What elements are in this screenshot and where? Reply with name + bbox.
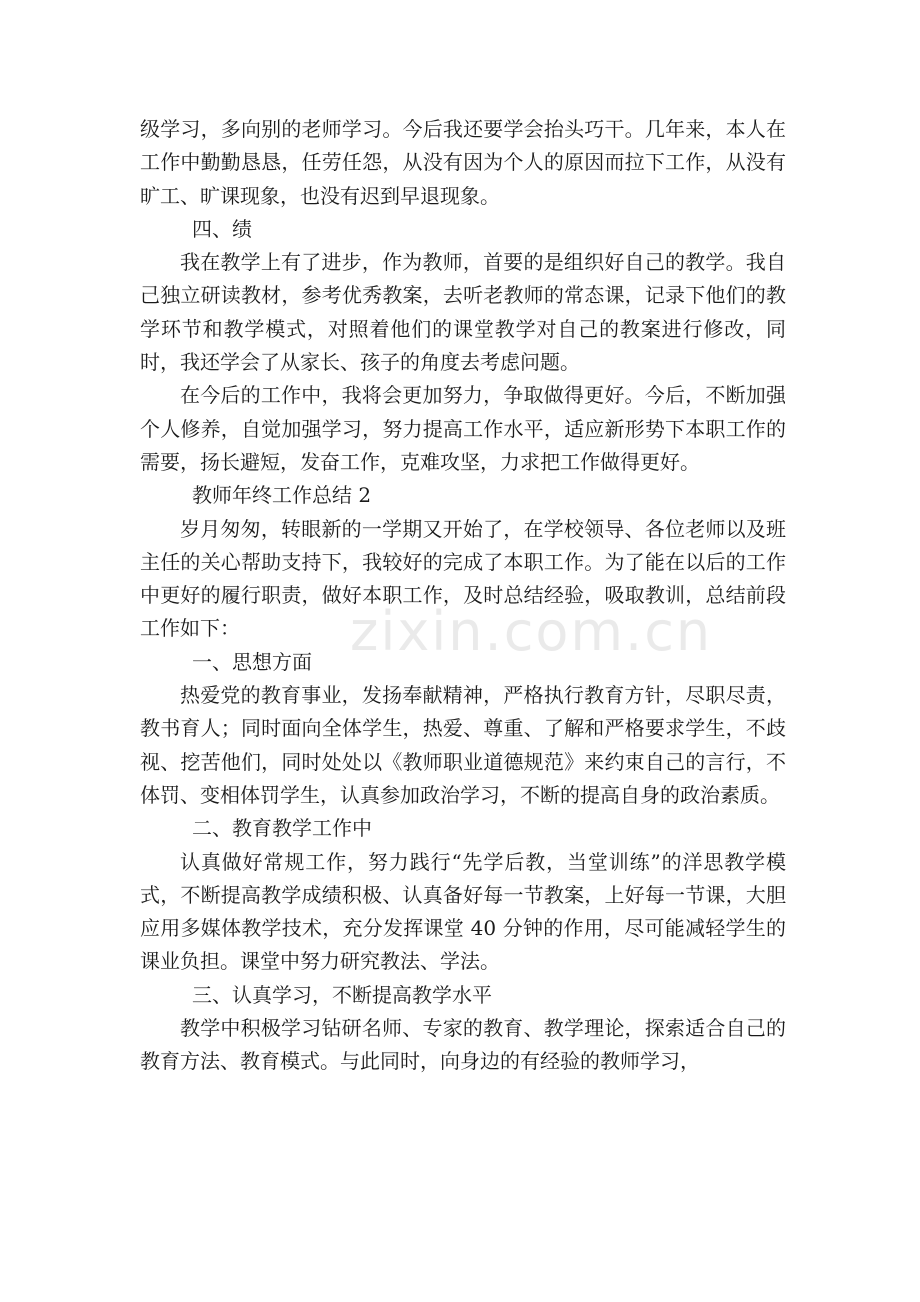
section-heading-teaching-work: 二、教育教学工作中 [192,816,372,841]
watermark: zixin.com.cn [350,600,713,663]
paragraph-study: 教学中积极学习钻研名师、专家的教育、教学理论，探索适合自己的教育方法、教育模式。与此同时，向身边的有经验的教师学习， [140,1016,786,1074]
document-subtitle: 教师年终工作总结 2 [192,483,372,508]
paragraph-teaching-progress: 我在教学上有了进步，作为教师，首要的是组织好自己的教学。我自己独立研读教材，参考优秀教案，去听老教师的常态课，记录下他们的教学环节和教学模式，对照着他们的课堂教学对自己的教案进行修改，同时，我还学会了从家长、孩子的角度去考虑问题。 [140,250,786,375]
paragraph-continuation: 级学习，多向别的老师学习。今后我还要学会抬头巧干。几年来，本人在工作中勤勤恳恳，任劳任怨，从没有因为个人的原因而拉下工作，从没有旷工、旷课现象，也没有迟到早退现象。 [140,117,786,208]
section-heading-achievement: 四、绩 [192,216,252,241]
document-body [140,113,786,1079]
section-heading-study: 三、认真学习，不断提高教学水平 [192,982,492,1007]
paragraph-teaching-work: 认真做好常规工作，努力践行“先学后教，当堂训练”的洋思教学模式，不断提高教学成绩积极、认真备好每一节教案，上好每一节课，大胆应用多媒体教学技术，充分发挥课堂 40 分钟的作用，尽可能减轻学生的课业负担。课堂中努力研究教法、学法。 [140,849,786,974]
paragraph-intro: 岁月匆匆，转眼新的一学期又开始了，在学校领导、各位老师以及班主任的关心帮助支持下，我较好的完成了本职工作。为了能在以后的工作中更好的履行职责，做好本职工作，及时总结经验，吸取教训，总结前段工作如下： [140,516,786,641]
paragraph-future-plan: 在今后的工作中，我将会更加努力，争取做得更好。今后，不断加强个人修养，自觉加强学习，努力提高工作水平，适应新形势下本职工作的需要，扬长避短，发奋工作，克难攻坚，力求把工作做得更好。 [140,383,786,474]
section-heading-ideology: 一、思想方面 [192,649,312,674]
paragraph-ideology: 热爱党的教育事业，发扬奉献精神，严格执行教育方针，尽职尽责，教书育人；同时面向全体学生，热爱、尊重、了解和严格要求学生，不歧视、挖苦他们，同时处处以《教师职业道德规范》来约束自己的言行，不体罚、变相体罚学生，认真参加政治学习，不断的提高自身的政治素质。 [140,683,786,807]
